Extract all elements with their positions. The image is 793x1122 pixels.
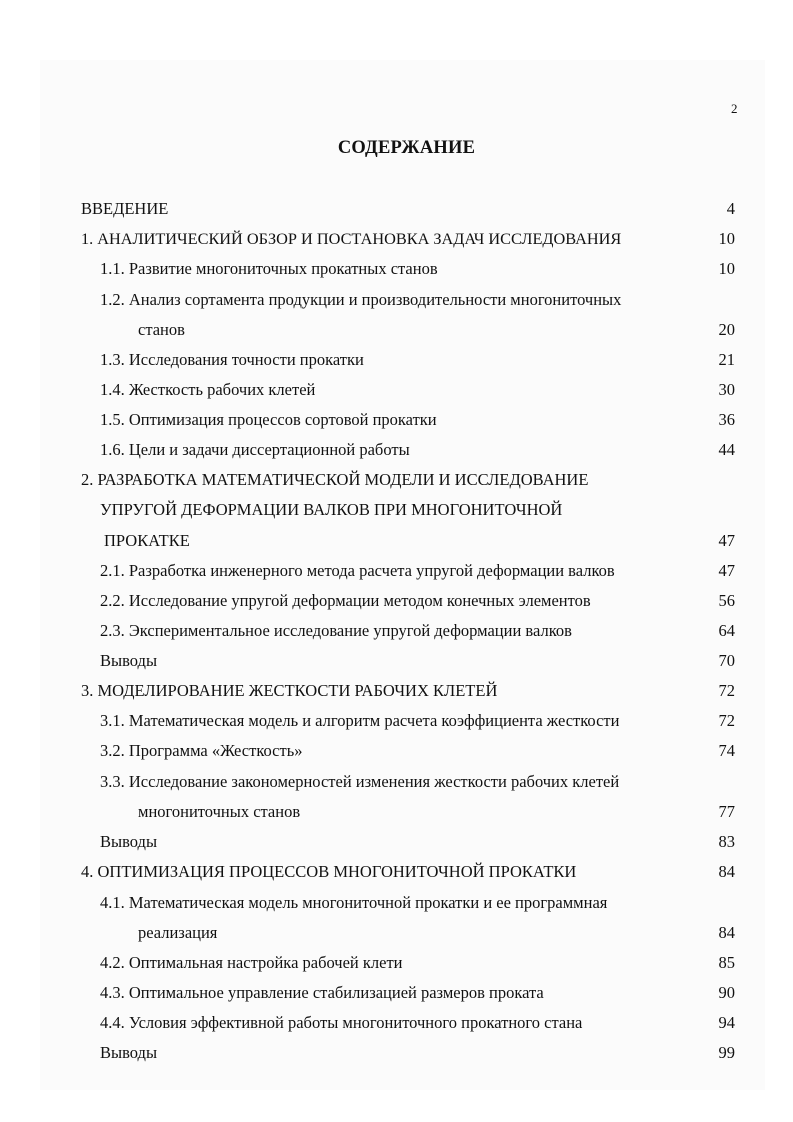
- toc-entry-chapter-2[interactable]: 2. РАЗРАБОТКА МАТЕМАТИЧЕСКОЙ МОДЕЛИ И ИССЛЕДОВАНИЕ: [81, 470, 589, 489]
- toc-page-number: 56: [718, 591, 735, 610]
- toc-entry-1-3[interactable]: 1.3. Исследования точности прокатки: [100, 350, 364, 369]
- toc-entry-introduction[interactable]: ВВЕДЕНИЕ: [81, 199, 169, 218]
- toc-entry-chapter-3[interactable]: 3. МОДЕЛИРОВАНИЕ ЖЕСТКОСТИ РАБОЧИХ КЛЕТЕЙ: [81, 681, 498, 700]
- toc-page-number: 84: [718, 923, 735, 942]
- toc-entry-chapter-2-continuation[interactable]: ПРОКАТКЕ: [104, 531, 190, 550]
- toc-page-number: 70: [718, 651, 735, 670]
- toc-entry-2-3[interactable]: 2.3. Экспериментальное исследование упругой деформации валков: [100, 621, 572, 640]
- toc-entry-chapter-4[interactable]: 4. ОПТИМИЗАЦИЯ ПРОЦЕССОВ МНОГОНИТОЧНОЙ ПРОКАТКИ: [81, 862, 577, 881]
- page-title: СОДЕРЖАНИЕ: [337, 138, 476, 158]
- toc-entry-1-6[interactable]: 1.6. Цели и задачи диссертационной работы: [100, 440, 410, 459]
- toc-entry-2-1[interactable]: 2.1. Разработка инженерного метода расчета упругой деформации валков: [100, 561, 615, 580]
- toc-page-number: 83: [718, 832, 735, 851]
- toc-entry-conclusions-3[interactable]: Выводы: [100, 832, 158, 851]
- toc-page-number: 21: [718, 350, 735, 369]
- toc-page-number: 94: [718, 1013, 735, 1032]
- toc-page-number: 47: [718, 531, 735, 550]
- toc-entry-1-4[interactable]: 1.4. Жесткость рабочих клетей: [100, 380, 316, 399]
- toc-entry-4-2[interactable]: 4.2. Оптимальная настройка рабочей клети: [100, 953, 403, 972]
- toc-entry-3-1[interactable]: 3.1. Математическая модель и алгоритм расчета коэффициента жесткости: [100, 711, 620, 730]
- toc-entry-4-1-continuation[interactable]: реализация: [138, 923, 218, 942]
- toc-page-number: 20: [718, 320, 735, 339]
- toc-page-number: 47: [718, 561, 735, 580]
- toc-entry-3-3-continuation[interactable]: многониточных станов: [138, 802, 301, 821]
- toc-entry-4-1[interactable]: 4.1. Математическая модель многониточной прокатки и ее программная: [100, 893, 608, 912]
- toc-page-number: 36: [718, 410, 735, 429]
- toc-entry-conclusions-4[interactable]: Выводы: [100, 1043, 158, 1062]
- toc-page-number: 77: [718, 802, 735, 821]
- toc-entry-chapter-1[interactable]: 1. АНАЛИТИЧЕСКИЙ ОБЗОР И ПОСТАНОВКА ЗАДАЧ ИССЛЕДОВАНИЯ: [81, 229, 622, 248]
- toc-page-number: 10: [718, 259, 735, 278]
- toc-entry-4-3[interactable]: 4.3. Оптимальное управление стабилизацией размеров проката: [100, 983, 544, 1002]
- toc-page-number: 72: [718, 711, 735, 730]
- toc-page-number: 44: [718, 440, 735, 459]
- toc-entry-1-2-continuation[interactable]: станов: [138, 320, 185, 339]
- toc-page-number: 30: [718, 380, 735, 399]
- toc-page-number: 90: [718, 983, 735, 1002]
- page-number: 2: [731, 101, 738, 116]
- toc-entry-conclusions-2[interactable]: Выводы: [100, 651, 158, 670]
- toc-entry-2-2[interactable]: 2.2. Исследование упругой деформации методом конечных элементов: [100, 591, 591, 610]
- toc-page-number: 4: [726, 199, 735, 218]
- toc-entry-1-2[interactable]: 1.2. Анализ сортамента продукции и производительности многониточных: [100, 290, 622, 309]
- toc-page-number: 85: [718, 953, 735, 972]
- toc-entry-chapter-2-continuation[interactable]: УПРУГОЙ ДЕФОРМАЦИИ ВАЛКОВ ПРИ МНОГОНИТОЧНОЙ: [100, 500, 563, 519]
- toc-page-number: 72: [718, 681, 735, 700]
- toc-page-number: 74: [718, 741, 735, 760]
- toc-page-number: 84: [718, 862, 735, 881]
- toc-page-number: 10: [718, 229, 735, 248]
- toc-page-number: 99: [718, 1043, 735, 1062]
- toc-entry-1-5[interactable]: 1.5. Оптимизация процессов сортовой прокатки: [100, 410, 437, 429]
- toc-entry-3-2[interactable]: 3.2. Программа «Жесткость»: [100, 741, 303, 760]
- toc-entry-3-3[interactable]: 3.3. Исследование закономерностей изменения жесткости рабочих клетей: [100, 772, 620, 791]
- toc-entry-4-4[interactable]: 4.4. Условия эффективной работы многониточного прокатного стана: [100, 1013, 583, 1032]
- toc-entry-1-1[interactable]: 1.1. Развитие многониточных прокатных станов: [100, 259, 438, 278]
- toc-page-number: 64: [718, 621, 735, 640]
